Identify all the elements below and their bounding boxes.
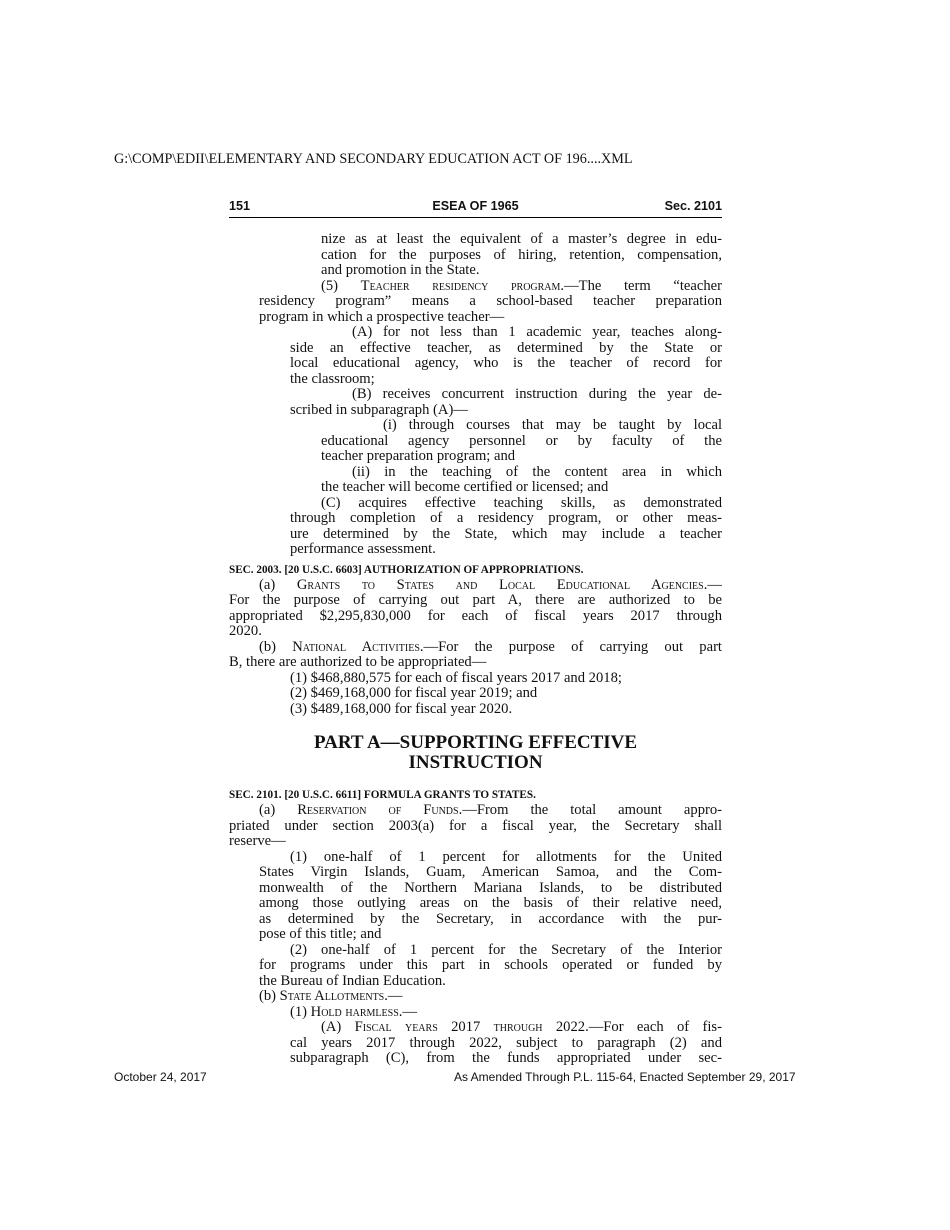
text-line: performance assessment. <box>290 542 436 557</box>
text-line: For the purpose of carrying out part A, there are authorized to be <box>229 593 722 608</box>
text-line: (C) acquires effective teaching skills, as demonstrated <box>321 495 722 511</box>
text-line: local educational agency, who is the teacher of record for <box>290 356 722 371</box>
text-line: program in which a prospective teacher— <box>259 309 505 325</box>
text-line: monwealth of the Northern Mariana Islands, to be distributed <box>259 880 722 896</box>
document-body <box>229 232 722 1067</box>
text-line: subparagraph (C), from the funds appropriated under sec- <box>290 1051 722 1066</box>
text-line: side an effective teacher, as determined by the State or <box>290 340 722 356</box>
text-line: reserve— <box>229 834 286 849</box>
text-line: (ii) in the teaching of the content area in which <box>352 464 722 480</box>
text-line: the teacher will become certified or licensed; and <box>321 480 609 495</box>
text-line: as determined by the Secretary, in accordance with the pur- <box>259 911 722 927</box>
text-line: cal years 2017 through 2022, subject to paragraph (2) and <box>290 1035 722 1051</box>
text-line: for programs under this part in schools operated or funded by <box>259 958 722 973</box>
text-line: (i) through courses that may be taught by local <box>383 418 722 433</box>
text-line: cation for the purposes of hiring, retention, compensation, <box>321 247 722 263</box>
text-line: residency program” means a school-based teacher preparation <box>259 294 722 309</box>
text-line: (3) $489,168,000 for fiscal year 2020. <box>290 701 513 717</box>
text-line: and promotion in the State. <box>321 263 480 278</box>
text-line: (b) National Activities.—For the purpose of carrying out part <box>259 639 722 655</box>
text-line: priated under section 2003(a) for a fiscal year, the Secretary shall <box>229 818 722 834</box>
text-line: B, there are authorized to be appropriated— <box>229 655 487 670</box>
text-line: pose of this title; and <box>259 927 382 942</box>
text-line: (1) $468,880,575 for each of fiscal years 2017 and 2018; <box>290 670 622 686</box>
text-line: teacher preparation program; and <box>321 449 516 464</box>
part-a-heading <box>229 733 722 773</box>
section-ref: Sec. 2101 <box>664 199 722 213</box>
footer-date: October 24, 2017 <box>114 1070 207 1084</box>
text-line: (2) one-half of 1 percent for the Secretary of the Interior <box>290 942 722 958</box>
text-line: educational agency personnel or by faculty of the <box>321 433 722 449</box>
text-line: (a) Grants to States and Local Educational Agencies.— <box>259 577 722 593</box>
text-line: the Bureau of Indian Education. <box>259 973 446 989</box>
section-2003-heading: SEC. 2003. [20 U.S.C. 6603] AUTHORIZATION OF APPROPRIATIONS. <box>229 563 584 576</box>
text-line: (5) Teacher residency program.—The term “teacher <box>321 278 722 294</box>
part-a-heading-line: INSTRUCTION <box>408 752 543 773</box>
text-line: appropriated $2,295,830,000 for each of fiscal years 2017 through <box>229 608 722 624</box>
text-line: (1) one-half of 1 percent for allotments for the United <box>290 849 722 865</box>
section-2101-heading: SEC. 2101. [20 U.S.C. 6611] FORMULA GRANTS TO STATES. <box>229 789 536 801</box>
footer-amendment-note: As Amended Through P.L. 115-64, Enacted September 29, 2017 <box>454 1070 796 1084</box>
text-line: scribed in subparagraph (A)— <box>290 402 468 418</box>
page-number: 151 <box>229 199 251 213</box>
text-line: (A) for not less than 1 academic year, teaches along- <box>352 325 722 340</box>
text-line: (B) receives concurrent instruction during the year de- <box>352 387 722 402</box>
text-line: through completion of a residency program, or other meas- <box>290 511 722 526</box>
text-line: ure determined by the State, which may include a teacher <box>290 526 722 542</box>
text-line: (b) State Allotments.— <box>259 989 403 1004</box>
text-line: (a) Reservation of Funds.—From the total amount appro- <box>259 803 722 818</box>
file-path: G:\COMP\EDII\ELEMENTARY AND SECONDARY EDUCATION ACT OF 196....XML <box>114 151 633 167</box>
text-line: 2020. <box>229 624 262 639</box>
text-line: among those outlying areas on the basis of their relative need, <box>259 896 722 911</box>
text-line: (1) Hold harmless.— <box>290 1004 418 1020</box>
running-head <box>229 198 722 218</box>
text-line: the classroom; <box>290 371 375 387</box>
act-title: ESEA OF 1965 <box>432 199 519 213</box>
text-line: States Virgin Islands, Guam, American Samoa, and the Com- <box>259 865 722 880</box>
text-line: (A) Fiscal years 2017 through 2022.—For each of fis- <box>321 1020 722 1035</box>
text-line: (2) $469,168,000 for fiscal year 2019; and <box>290 686 538 701</box>
part-a-heading-line: PART A—SUPPORTING EFFECTIVE <box>313 732 638 753</box>
text-line: nize as at least the equivalent of a master’s degree in edu- <box>321 232 722 247</box>
